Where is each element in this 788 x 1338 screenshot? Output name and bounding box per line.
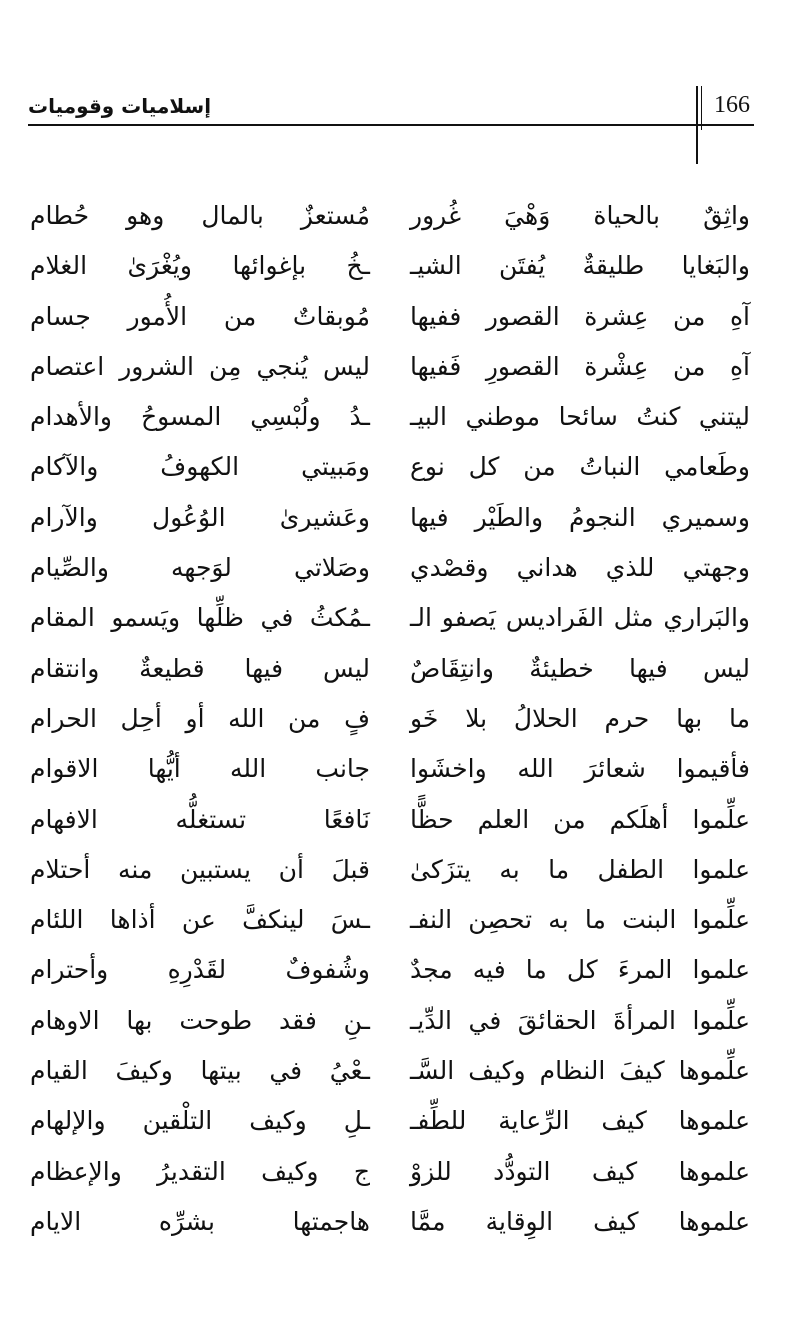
verse-second-hemistich: ليس يُنجي مِن الشرور اعتصام — [30, 351, 370, 381]
verse-first-hemistich: وجهتي للذي هداني وقصْدي — [410, 553, 750, 583]
verse-first-hemistich: علموا الطفل ما به يتزَكىٰ — [410, 854, 750, 884]
verse-first-hemistich: علِّموها كيفَ النظام وكيف السَّـ — [410, 1056, 750, 1086]
verse-row — [30, 347, 750, 397]
verse-second-hemistich: قبلَ أن يستبين منه أحتلام — [30, 854, 370, 884]
verse-first-hemistich: فأقيموا شعائرَ الله واخشَوا — [410, 754, 750, 784]
verse-first-hemistich: وسميري النجومُ والطَيْر فيها — [410, 502, 750, 532]
verse-first-hemistich: ليس فيها خطيئةٌ وانتِقَاصٌ — [410, 653, 750, 683]
verse-first-hemistich: والبَراري مثل الفَراديس يَصفو الـ — [410, 603, 750, 633]
verse-second-hemistich: ومَبيتي الكهوفُ والآكام — [30, 452, 370, 482]
header-vertical-rule — [696, 86, 698, 164]
verse-first-hemistich: علموا المرءَ كل ما فيه مجدٌ — [410, 955, 750, 985]
verse-first-hemistich: علِّموا المرأةَ الحقائقَ في الدِّيـ — [410, 1005, 750, 1035]
verse-row — [30, 699, 750, 749]
verse-second-hemistich: ـخُ بإغوائها ويُغْرَىٰ الغلام — [30, 251, 370, 281]
verse-row — [30, 950, 750, 1000]
verse-row — [30, 196, 750, 246]
verse-second-hemistich: ـدُ ولُبْسِي المسوحُ والأهدام — [30, 402, 370, 432]
header-vertical-rule-thin — [701, 86, 702, 130]
verse-second-hemistich: ـلِ وكيف التلْقين والإلهام — [30, 1106, 370, 1136]
verse-first-hemistich: آهِ من عِشْرة القصورِ فَفيها — [410, 351, 750, 381]
verse-first-hemistich: آهِ من عِشرة القصور ففيها — [410, 301, 750, 331]
verse-row — [30, 397, 750, 447]
page-number: 166 — [714, 92, 750, 118]
verse-second-hemistich: ـمُكثُ في ظلِّها ويَسمو المقام — [30, 603, 370, 633]
verse-second-hemistich: ج وكيف التقديرُ والإعظام — [30, 1156, 370, 1186]
verse-first-hemistich: وطَعامي النباتُ من كل نوع — [410, 452, 750, 482]
book-title: إسلاميات وقوميات — [28, 94, 212, 118]
verse-second-hemistich: فٍ من الله أو أحِل الحرام — [30, 703, 370, 733]
verse-row — [30, 800, 750, 850]
verse-row — [30, 1202, 750, 1252]
verse-second-hemistich: هاجمتها بشرِّه الايام — [30, 1206, 370, 1236]
verse-row — [30, 1051, 750, 1101]
verse-row — [30, 1001, 750, 1051]
verse-row — [30, 447, 750, 497]
verse-row — [30, 246, 750, 296]
verse-first-hemistich: علِّموا أهلَكم من العلم حظًّا — [410, 804, 750, 834]
page-header — [28, 86, 754, 126]
verse-row — [30, 498, 750, 548]
verse-first-hemistich: علموها كيف التودُّد للزوْ — [410, 1156, 750, 1186]
verse-first-hemistich: والبَغايا طليقةٌ يُفتَن الشيـ — [410, 251, 750, 281]
verse-row — [30, 649, 750, 699]
verse-first-hemistich: علموها كيف الوِقاية ممَّا — [410, 1206, 750, 1236]
verse-second-hemistich: مُستعزٌ بالمال وهو حُطام — [30, 201, 370, 230]
verse-first-hemistich: ما بها حرم الحلالُ بلا خَو — [410, 703, 750, 733]
verse-second-hemistich: جانب الله أيُّها الاقوام — [30, 754, 370, 784]
verse-row — [30, 598, 750, 648]
verse-second-hemistich: ـسَ لينكفَّ عن أذاها اللئام — [30, 905, 370, 935]
verse-row — [30, 1101, 750, 1151]
verse-second-hemistich: ـنِ فقد طوحت بها الاوهام — [30, 1005, 370, 1035]
verse-second-hemistich: وعَشيرىٰ الوُعُول والآرام — [30, 502, 370, 532]
verse-row — [30, 900, 750, 950]
header-rule — [28, 124, 754, 126]
verse-row — [30, 749, 750, 799]
verse-second-hemistich: وشُفوفٌ لقَدْرِهِ وأحترام — [30, 955, 370, 985]
verse-first-hemistich: علِّموا البنت ما به تحصِن النفـ — [410, 905, 750, 935]
verse-second-hemistich: مُوبقاتٌ من الأُمور جسام — [30, 301, 370, 331]
verse-first-hemistich: علموها كيف الرِّعاية للطِّفـ — [410, 1106, 750, 1136]
verse-row — [30, 297, 750, 347]
verse-second-hemistich: ليس فيها قطيعةٌ وانتقام — [30, 653, 370, 683]
verse-second-hemistich: ـعْيُ في بيتها وكيفَ القيام — [30, 1056, 370, 1086]
verse-first-hemistich: واثِقٌ بالحياة وَهْيَ غُرور — [410, 201, 750, 230]
verse-first-hemistich: ليتني كنتُ سائحا موطني البيـ — [410, 402, 750, 432]
verse-row — [30, 1152, 750, 1202]
verse-row — [30, 548, 750, 598]
verse-second-hemistich: نَافعًا تستغلُّه الافهام — [30, 804, 370, 834]
poem-body — [30, 196, 750, 1252]
verse-row — [30, 850, 750, 900]
verse-second-hemistich: وصَلاتي لوَجهه والصِّيام — [30, 553, 370, 583]
